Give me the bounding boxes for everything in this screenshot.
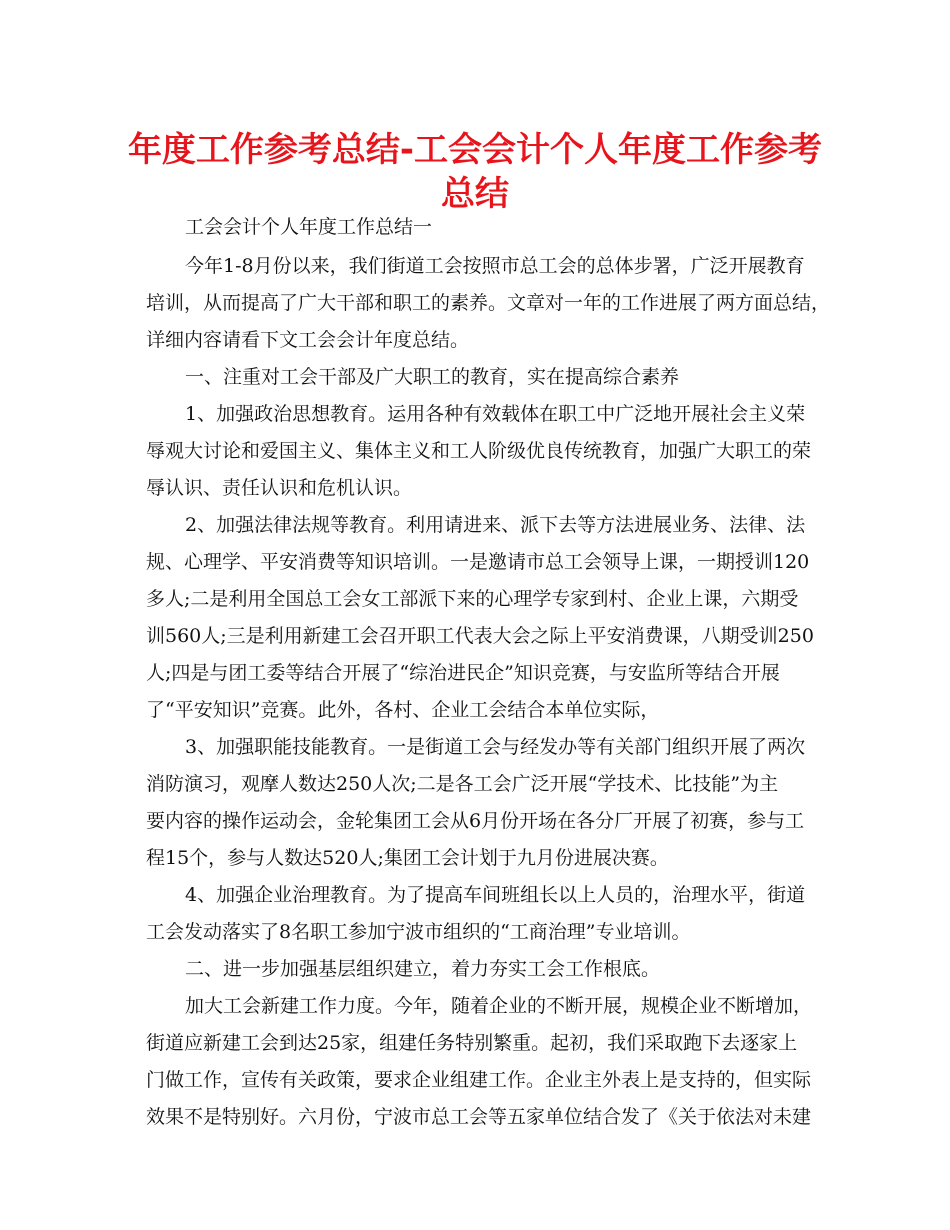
paragraph-line: 街道应新建工会到达25家，组建任务特别繁重。起初，我们采取跑下去逐家上 bbox=[146, 1032, 798, 1054]
section-heading-line: 二、进一步加强基层组织建立，着力夯实工会工作根底。 bbox=[185, 958, 661, 980]
document-title-line-2: 总结 bbox=[441, 174, 509, 214]
paragraph-line: 加大工会新建工作力度。今年，随着企业的不断开展，规模企业不断增加， bbox=[185, 995, 813, 1017]
paragraph-line: 多人;二是利用全国总工会女工部派下来的心理学专家到村、企业上课，六期受 bbox=[146, 588, 799, 610]
paragraph-line: 门做工作，宣传有关政策，要求企业组建工作。企业主外表上是支持的，但实际 bbox=[146, 1069, 812, 1091]
paragraph-line: 今年1-8月份以来，我们街道工会按照市总工会的总体步署，广泛开展教育 bbox=[185, 255, 805, 277]
paragraph-line: 2、加强法律法规等教育。利用请进来、派下去等方法进展业务、法律、法 bbox=[185, 514, 806, 536]
document-title-line-1: 年度工作参考总结-工会会计个人年度工作参考 bbox=[127, 130, 823, 170]
paragraph-line: 消防演习，观摩人数达250人次;二是各工会广泛开展“学技术、比技能”为主 bbox=[146, 773, 779, 795]
paragraph-line: 训560人;三是利用新建工会召开职工代表大会之际上平安消费课，八期受训250 bbox=[146, 625, 814, 647]
paragraph-line: 人;四是与团工委等结合开展了“综治进民企”知识竞赛，与安监所等结合开展 bbox=[146, 662, 780, 684]
section-heading-line: 一、注重对工会干部及广大职工的教育，实在提高综合素养 bbox=[185, 366, 680, 388]
paragraph-line: 规、心理学、平安消费等知识培训。一是邀请市总工会领导上课，一期授训120 bbox=[146, 551, 810, 573]
paragraph-line: 培训，从而提高了广大干部和职工的素养。文章对一年的工作进展了两方面总结， bbox=[146, 292, 831, 314]
paragraph-line: 工会发动落实了8名职工参加宁波市组织的“工商治理”专业培训。 bbox=[146, 921, 691, 943]
paragraph-line: 程15个，参与人数达520人;集团工会计划于九月份进展决赛。 bbox=[146, 847, 669, 869]
paragraph-line: 4、加强企业治理教育。为了提高车间班组长以上人员的，治理水平，街道 bbox=[185, 884, 806, 906]
paragraph-line: 效果不是特别好。六月份，宁波市总工会等五家单位结合发了《关于依法对未建 bbox=[146, 1106, 812, 1128]
paragraph-line: 辱观大讨论和爱国主义、集体主义和工人阶级优良传统教育，加强广大职工的荣 bbox=[146, 440, 812, 462]
section-heading-line: 工会会计个人年度工作总结一 bbox=[185, 216, 433, 238]
paragraph-line: 辱认识、责任认识和危机认识。 bbox=[146, 477, 413, 499]
paragraph-line: 详细内容请看下文工会会计年度总结。 bbox=[146, 329, 470, 351]
paragraph-line: 1、加强政治思想教育。运用各种有效载体在职工中广泛地开展社会主义荣 bbox=[185, 403, 806, 425]
paragraph-line: 了“平安知识”竞赛。此外，各村、企业工会结合本单位实际， bbox=[146, 699, 660, 721]
paragraph-line: 要内容的操作运动会，金轮集团工会从6月份开场在各分厂开展了初赛，参与工 bbox=[146, 810, 805, 832]
paragraph-line: 3、加强职能技能教育。一是街道工会与经发办等有关部门组织开展了两次 bbox=[185, 736, 806, 758]
